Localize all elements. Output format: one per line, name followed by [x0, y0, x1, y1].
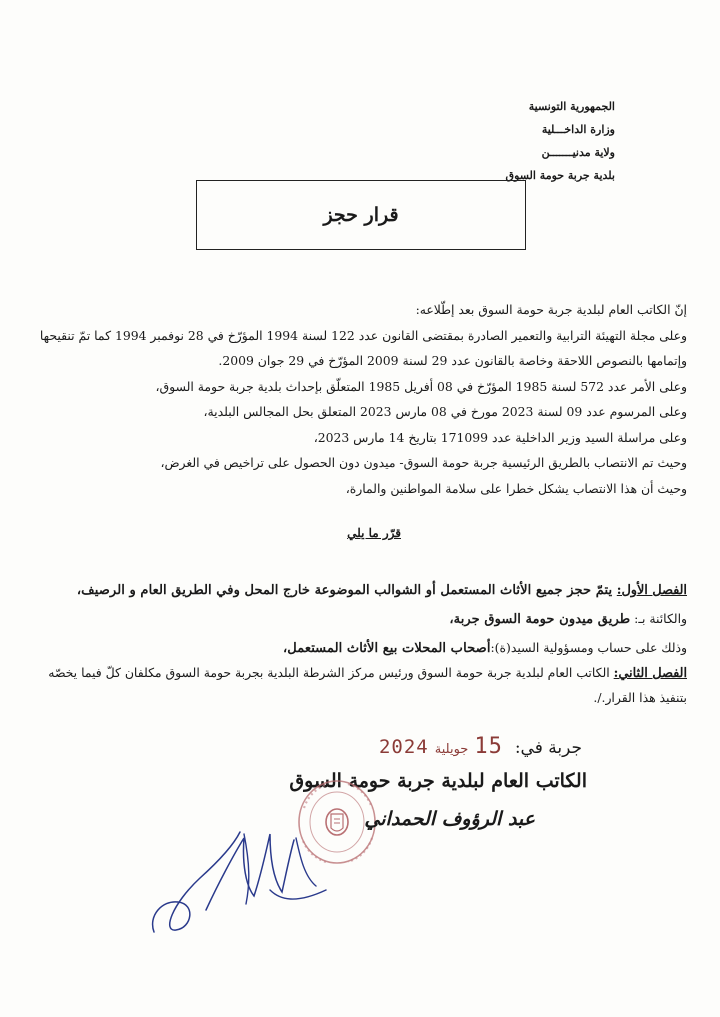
document-title-box: [196, 180, 526, 250]
preamble-line: وحيث تم الانتصاب بالطريق الرئيسية جربة حومة السوق- ميدون دون الحصول على تراخيص في الغرض،: [160, 455, 687, 470]
letterhead-republic: الجمهورية التونسية: [528, 100, 615, 113]
date-stamp: [379, 734, 503, 759]
preamble: [18, 297, 687, 501]
letterhead: [506, 95, 615, 187]
letterhead-ministry: وزارة الداخـــلية: [541, 123, 615, 136]
preamble-line: وعلى المرسوم عدد 09 لسنة 2023 مورخ في 08 مارس 2023 المتعلق بحل المجالس البلدية،: [203, 404, 687, 419]
signatory-title: الكاتب العام لبلدية جربة حومة السوق: [289, 770, 587, 792]
preamble-line: وعلى الأمر عدد 572 لسنة 1985 المؤرّخ في 08 أفريل 1985 المتعلّق بإحداث بلدية جربة حومة السوق،: [155, 378, 687, 394]
place-label: جربة في:: [514, 738, 582, 758]
article-2-continuation: بتنفيذ هذا القرار./.: [593, 690, 687, 705]
date-day: 15: [474, 734, 503, 759]
responsibility-prefix: وذلك على حساب ومسؤولية السيد(ة):: [490, 640, 687, 655]
preamble-line: وحيث أن هذا الانتصاب يشكل خطرا على سلامة المواطنين والمارة،: [345, 480, 687, 496]
location-prefix: والكائنة بـ:: [630, 611, 687, 626]
document-title: قرار حجز: [323, 204, 399, 226]
responsibility-line: [14, 636, 687, 661]
articles: [14, 578, 687, 710]
decision-heading: قرّر ما يلي: [347, 526, 401, 540]
responsibility-value: أصحاب المحلات بيع الأثاث المستعمل،: [282, 641, 491, 656]
article-1-text: يتمّ حجز جميع الأثاث المستعمل أو الشوالب الموضوعة خارج المحل وفي الطريق العام و الرصيف،: [76, 583, 617, 598]
article-1-label: الفصل الأول:: [616, 583, 687, 598]
date-year: 2024: [378, 736, 429, 758]
preamble-line: وإتمامها بالنصوص اللاحقة وخاصة بالقانون عدد 29 لسنة 2009 المؤرّخ في 29 جوان 2009.: [218, 353, 687, 368]
place-date: [379, 734, 582, 759]
preamble-line: إنّ الكاتب العام لبلدية جربة حومة السوق بعد إطّلاعه:: [415, 302, 687, 317]
article-1: [14, 578, 687, 603]
signatory-name: عبد الرؤوف الحمداني: [364, 808, 535, 830]
preamble-line: وعلى مجلة التهيئة الترابية والتعمير الصادرة بمقتضى القانون عدد 122 لسنة 1994 المؤرّخ في 28 نوفمبر 1994 كما تمّ تنقيحها: [39, 327, 687, 343]
article-2-label: الفصل الثاني:: [613, 666, 687, 681]
preamble-line: وعلى مراسلة السيد وزير الداخلية عدد 171099 بتاريخ 14 مارس 2023،: [313, 429, 687, 445]
location-line: [14, 607, 687, 632]
article-2-text: الكاتب العام لبلدية جربة حومة السوق ورئيس مركز الشرطة البلدية بجربة حومة السوق مكلفان كلّ فيما يخصّه: [48, 665, 614, 680]
date-month: جويلية: [434, 742, 469, 757]
article-2: [14, 661, 687, 686]
letterhead-governorate: ولاية مدنيـــــــن: [541, 146, 615, 159]
location-value: طريق ميدون حومة السوق جربة،: [449, 612, 631, 627]
letterhead-municipality: بلدية جربة حومة السوق: [505, 169, 615, 182]
handwritten-signature: [146, 804, 336, 939]
